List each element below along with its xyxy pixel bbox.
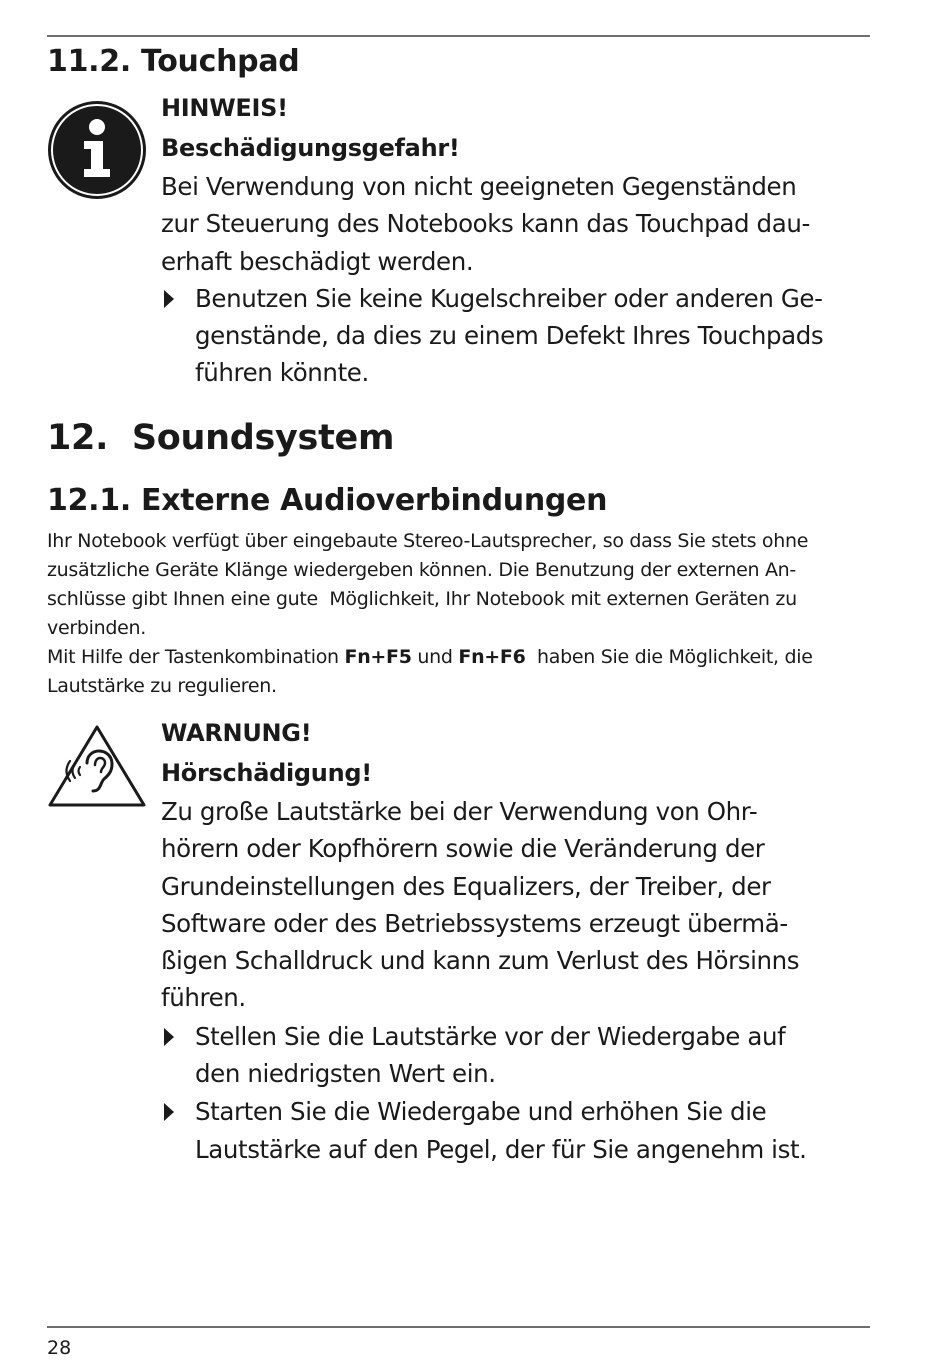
notice-hinweis — [161, 88, 871, 392]
bullet-arrow-icon — [164, 1103, 174, 1121]
warning-label: WARNUNG! — [161, 719, 312, 747]
warning-line: hörern oder Kopfhörern sowie die Veränderung der — [161, 834, 765, 864]
section-11-2-heading: 11.2. Touchpad — [47, 44, 300, 79]
key-combo-volume-up: Fn+F6 — [458, 646, 526, 668]
top-rule — [47, 35, 870, 37]
paragraph-line: verbinden. — [47, 617, 146, 639]
intro-paragraphs — [47, 527, 877, 701]
section-12-1-heading: 12.1. Externe Audioverbindungen — [47, 483, 608, 518]
info-icon — [46, 99, 148, 201]
bullet-arrow-icon — [164, 290, 174, 308]
notice-line: zur Steuerung des Notebooks kann das Touchpad dau- — [161, 209, 810, 239]
bottom-rule — [47, 1326, 870, 1328]
notice-subtitle: Beschädigungsgefahr! — [161, 134, 460, 162]
section-12-heading: 12. Soundsystem — [47, 418, 395, 458]
notice-label: HINWEIS! — [161, 94, 288, 122]
warning-subtitle: Hörschädigung! — [161, 759, 372, 787]
page-number: 28 — [47, 1337, 72, 1359]
notice-line: erhaft beschädigt werden. — [161, 246, 474, 276]
warning-line: Grundeinstellungen des Equalizers, der Treiber, der — [161, 871, 771, 901]
notice-warnung — [161, 713, 871, 1168]
warning-line: ßigen Schalldruck und kann zum Verlust des Hörsinns — [161, 946, 800, 976]
bullet-arrow-icon — [164, 1028, 174, 1046]
paragraph-line: zusätzliche Geräte Klänge wiedergeben können. Die Benutzung der externen An- — [47, 559, 796, 581]
notice-body — [161, 168, 871, 392]
list-item: Benutzen Sie keine Kugelschreiber oder anderen Ge- genstände, da dies zu einem Defekt Ihres Touchpads führen könnte. — [161, 280, 871, 392]
paragraph-line: Lautstärke zu regulieren. — [47, 675, 277, 697]
warning-line: Software oder des Betriebssystems erzeugt übermä- — [161, 908, 788, 938]
warning-body — [161, 793, 871, 1168]
key-combo-volume-down: Fn+F5 — [344, 646, 412, 668]
shortcut-line: Mit Hilfe der Tastenkombination Fn+F5 und Fn+F6 haben Sie die Möglichkeit, die — [47, 646, 813, 668]
warning-line: Zu große Lautstärke bei der Verwendung von Ohr- — [161, 797, 758, 826]
notice-line: Bei Verwendung von nicht geeigneten Gegenständen — [161, 172, 797, 201]
paragraph-line: schlüsse gibt Ihnen eine gute Möglichkeit, Ihr Notebook mit externen Geräten zu — [47, 588, 797, 610]
list-item: Starten Sie die Wiedergabe und erhöhen Sie die Lautstärke auf den Pegel, der für Sie angenehm ist. — [161, 1093, 871, 1168]
warning-line: führen. — [161, 983, 246, 1013]
list-item: Stellen Sie die Lautstärke vor der Wiedergabe auf den niedrigsten Wert ein. — [161, 1018, 871, 1093]
paragraph-line: Ihr Notebook verfügt über eingebaute Stereo-Lautsprecher, so dass Sie stets ohne — [47, 530, 809, 552]
hearing-warning-icon — [46, 723, 148, 809]
